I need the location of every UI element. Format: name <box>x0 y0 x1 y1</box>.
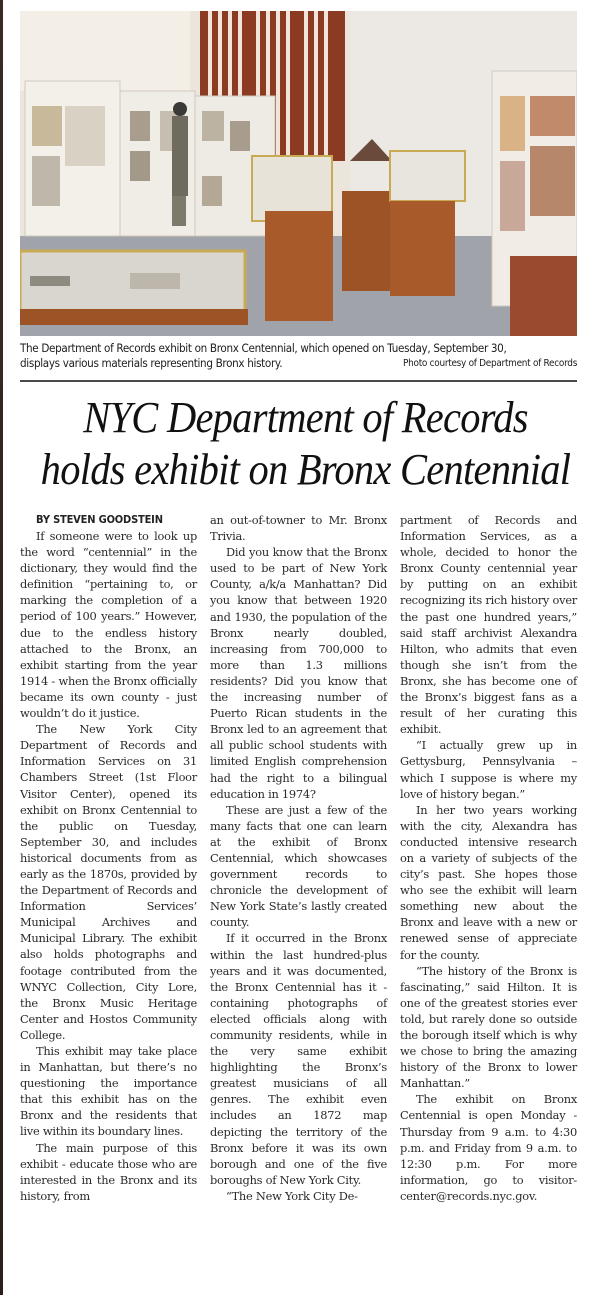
caption-line-1: The Department of Records exhibit on Bronx Centennial, which opened on Tuesday, September 30, <box>20 342 507 355</box>
paragraph: The exhibit on Bronx Centennial is open Monday - Thursday from 9 a.m. to 4:30 p.m. and Friday from 9 a.m. to 12:30 p.m. For more information, go to visitor-center@records.nyc.gov. <box>400 1092 577 1203</box>
photo-caption <box>20 341 577 371</box>
photo-panels-left <box>25 81 275 236</box>
paragraph: These are just a few of the many facts that one can learn at the exhibit of Bronx Centennial, which showcases government records to chronicle the development of New York State’s lastly created county. <box>210 802 387 930</box>
paragraph: “The history of the Bronx is fascinating,” said Hilton. It is one of the greatest stories ever told, but rarely done so outside the borough itself which is why we chose to bring the amazing history of the Bronx to lower Manhattan.” <box>400 963 577 1091</box>
paragraph: The main purpose of this exhibit - educate those who are interested in the Bronx and its history, from <box>20 1140 197 1203</box>
headline-line-1: NYC Department of Records <box>83 393 528 442</box>
paragraph: This exhibit may take place in Manhattan, but there’s no questioning the importance that this exhibit has on the Bronx and the residents that live within its boundary lines. <box>20 1044 197 1139</box>
article-column-3 <box>400 512 577 1204</box>
exhibit-photo-illustration <box>20 11 577 336</box>
paragraph: If it occurred in the Bronx within the last hundred-plus years and it was documented, the Bronx Centennial has it - containing photographs of elected officials along with community residents, while in the very same exhibit highlighting the Bronx’s greatest musicians of all genres. The exhibit even includes an 1872 map depicting the territory of the Bronx before it was its own borough and one of the five boroughs of New York City. <box>210 931 387 1187</box>
paragraph: The New York City Department of Records and Information Services on 31 Chambers Street (1st Floor Visitor Center), opened its exhibit on Bronx Centennial to the public on Tuesday, September 30, and includes historical documents from as early as the 1870s, provided by the Department of Records and Information Services’ Municipal Archives and Municipal Library. The exhibit also holds photographs and footage contributed from the WNYC Collection, City Lore, the Bronx Music Heritage Center and Hostos Community College. <box>20 722 197 1042</box>
paragraph-continuation: partment of Records and Information Services, as a whole, decided to honor the Bronx County centennial year by putting on an exhibit recognizing its rich history over the past one hundred years,” said staff archivist Alexandra Hilton, who admits that even though she isn’t from the Bronx, she has become one of the Bronx’s biggest fans as a result of her curating this exhibit. <box>400 513 577 737</box>
article-column-2 <box>210 512 387 1204</box>
article-column-1 <box>20 512 197 1204</box>
paragraph: Did you know that the Bronx used to be part of New York County, a/k/a Manhattan? Did you know that between 1920 and 1930, the population of the Bronx nearly doubled, increasing from 700,000 to more than 1.3 millions residents? Did you know that the increasing number of Puerto Rican students in the Bronx led to an agreement that all public school students with limited English comprehension had the right to a bilingual education in 1974? <box>210 545 387 801</box>
photo-credit: Photo courtesy of Department of Records <box>403 358 578 369</box>
caption-divider <box>20 380 577 382</box>
photo-glass-case <box>20 251 248 325</box>
exhibit-photo <box>20 11 577 336</box>
byline: BY STEVEN GOODSTEIN <box>36 513 163 526</box>
paragraph: In her two years working with the city, Alexandra has conducted intensive research on a variety of subjects of the city’s past. She hopes those who see the exhibit will learn something new about the Bronx and leave with a new or renewed sense of appreciate for the county. <box>400 802 577 962</box>
paragraph: If someone were to look up the word “centennial” in the dictionary, they would find the definition “pertaining to, or marking the completion of a period of 100 years.” However, due to the endless history attached to the Bronx, an exhibit starting from the year 1914 - when the Bronx officially became its own county - just wouldn’t do it justice. <box>20 529 197 721</box>
photo-panels-right <box>492 71 577 336</box>
paragraph: “The New York City De- <box>226 1188 358 1203</box>
article-headline <box>0 392 611 496</box>
photo-visitor <box>172 102 188 226</box>
caption-line-2: displays various materials representing Bronx history. <box>20 357 283 370</box>
paragraph-continuation: an out-of-towner to Mr. Bronx Trivia. <box>210 513 387 544</box>
article-body <box>20 512 580 1292</box>
photo-ceiling-left <box>20 11 190 91</box>
page-edge <box>0 0 3 1295</box>
headline-line-2: holds exhibit on Bronx Centennial <box>40 445 571 494</box>
paragraph: “I actually grew up in Gettysburg, Pennsylvania – which I suppose is where my love of history began.” <box>400 738 577 801</box>
